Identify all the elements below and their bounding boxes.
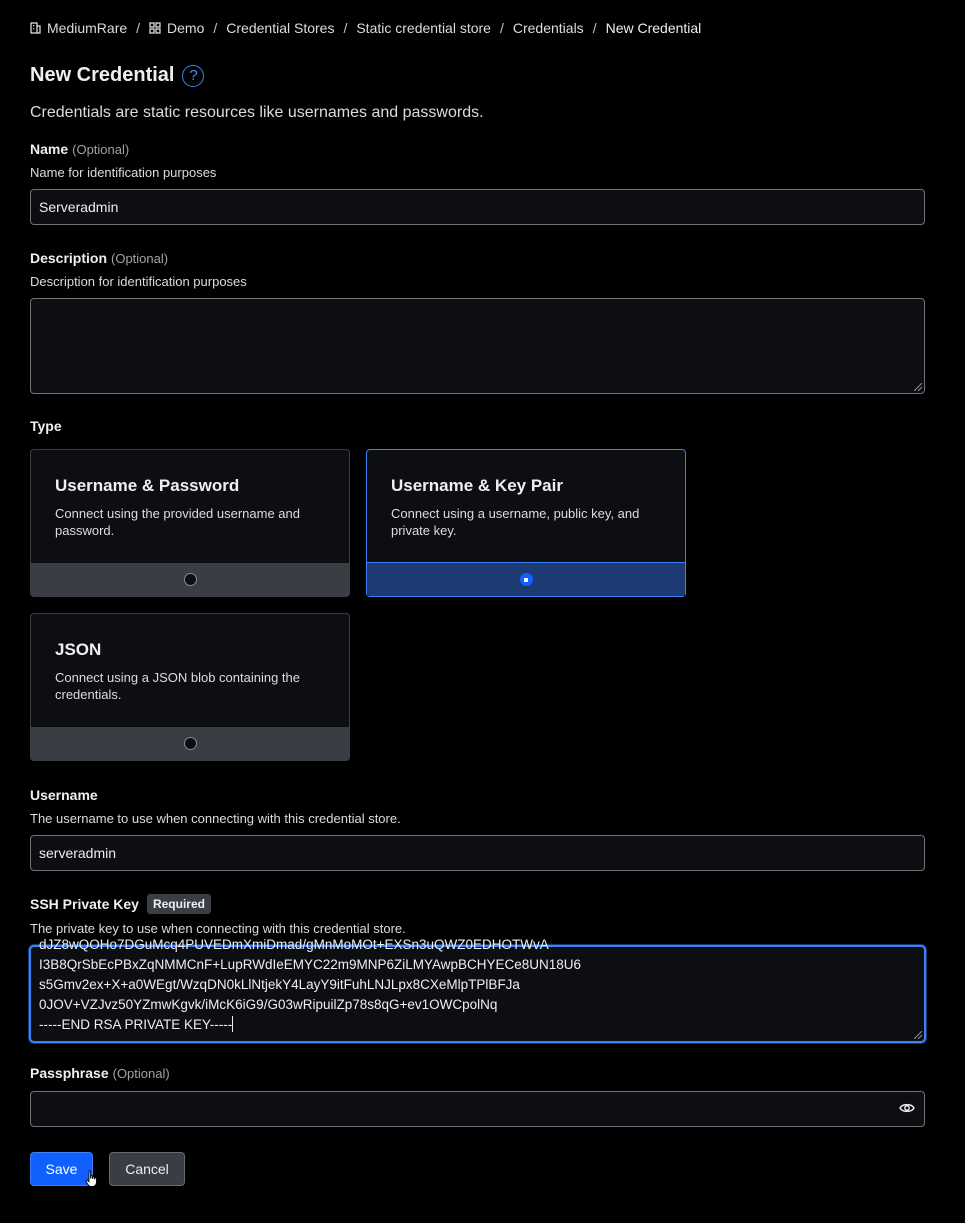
breadcrumb-separator: /: [592, 20, 597, 36]
text-caret: [232, 1016, 233, 1032]
breadcrumb-separator: /: [343, 20, 348, 36]
title-row: [30, 64, 204, 87]
help-icon[interactable]: ?: [182, 65, 204, 87]
type-card-username-key-pair[interactable]: [366, 449, 686, 597]
type-card-description: Connect using a username, public key, and private key.: [391, 506, 640, 538]
ssh-key-label-text: SSH Private Key: [30, 896, 139, 912]
username-input[interactable]: serveradmin: [30, 835, 925, 871]
type-card-footer[interactable]: [367, 562, 685, 596]
description-label: [30, 250, 925, 266]
breadcrumb-org[interactable]: [30, 20, 127, 36]
building-icon: [30, 22, 41, 34]
hand-cursor-icon: [85, 1170, 99, 1188]
breadcrumb-separator: /: [136, 20, 141, 36]
ssh-key-line: 0JOV+VZJvz50YZmwKgvk/iMcK6iG9/G03wRipuilZp78s8qG+ev1OWCpolNq: [39, 997, 498, 1012]
ssh-key-line: s5Gmv2ex+X+a0WEgt/WzqDN0kLlNtjekY4LayY9itFuhLNJLpx8CXeMlpTPlBFJa: [39, 977, 520, 992]
breadcrumb-credential-stores[interactable]: Credential Stores: [226, 20, 335, 36]
ssh-key-line: dJZ8wQOHo7DGuMcq4PUVEDmXmiDmad/gMnMoMOt+EXSn3uQWZ0EDHOTWvA: [39, 937, 549, 952]
breadcrumb: [30, 20, 701, 36]
page-description: Credentials are static resources like usernames and passwords.: [30, 104, 484, 121]
type-card-username-password[interactable]: [30, 449, 350, 597]
type-card-title: Username & Password: [55, 476, 240, 495]
type-card-json[interactable]: [30, 613, 350, 761]
ssh-key-line: I3B8QrSbEcPBxZqNMMCnF+LupRWdIeEMYC22m9MNP6ZiLMYAwpBCHYECe8UN18U6: [39, 957, 582, 972]
type-card-description: Connect using the provided username and password.: [55, 506, 300, 538]
ssh-key-line: -----END RSA PRIVATE KEY-----: [39, 1017, 233, 1032]
breadcrumb-credentials[interactable]: Credentials: [512, 20, 584, 36]
description-field-group: [30, 250, 925, 394]
credential-form-page: [30, 0, 925, 1177]
breadcrumb-project-label: Demo: [167, 20, 205, 36]
description-optional-tag: (Optional): [111, 250, 169, 266]
eye-icon[interactable]: [899, 1101, 915, 1119]
name-input[interactable]: Serveradmin: [30, 189, 925, 225]
type-card-description: Connect using a JSON blob containing the credentials.: [55, 670, 300, 702]
breadcrumb-org-label: MediumRare: [47, 20, 128, 36]
passphrase-optional-tag: (Optional): [112, 1065, 170, 1081]
description-helper: Description for identification purposes: [30, 274, 247, 289]
passphrase-label-text: Passphrase: [30, 1065, 109, 1081]
breadcrumb-project[interactable]: [149, 20, 204, 36]
name-field-group: [30, 141, 925, 225]
breadcrumb-static-store[interactable]: Static credential store: [356, 20, 491, 36]
ssh-key-content: [39, 935, 581, 1035]
username-label: Username: [30, 787, 98, 803]
passphrase-input[interactable]: [30, 1091, 925, 1127]
breadcrumb-separator: /: [213, 20, 218, 36]
ssh-key-helper: The private key to use when connecting with this credential store.: [30, 921, 406, 936]
type-radio-username-key-pair[interactable]: [520, 573, 533, 586]
type-card-footer[interactable]: [31, 563, 349, 596]
passphrase-field-group: [30, 1065, 925, 1127]
ssh-key-label: [30, 894, 925, 914]
type-card-title: Username & Key Pair: [391, 476, 563, 495]
username-helper: The username to use when connecting with this credential store.: [30, 811, 401, 826]
passphrase-label: [30, 1065, 925, 1081]
name-label-text: Name: [30, 141, 69, 157]
save-button[interactable]: Save: [30, 1152, 93, 1186]
name-optional-tag: (Optional): [72, 141, 130, 157]
page-title: New Credential: [30, 64, 175, 86]
type-radio-json[interactable]: [184, 737, 197, 750]
type-card-title: JSON: [55, 640, 102, 659]
resize-grip-icon[interactable]: [914, 383, 922, 391]
name-label: [30, 141, 925, 157]
description-textarea[interactable]: [30, 298, 925, 394]
grid-icon: [149, 22, 161, 34]
cancel-button[interactable]: Cancel: [109, 1152, 185, 1186]
type-card-footer[interactable]: [31, 727, 349, 760]
username-field-group: [30, 787, 925, 871]
ssh-key-textarea[interactable]: [29, 937, 926, 1043]
breadcrumb-current: New Credential: [605, 20, 702, 36]
ssh-key-field-group: [30, 894, 925, 1043]
resize-grip-icon[interactable]: [914, 1031, 922, 1039]
required-badge: Required: [147, 894, 211, 914]
type-label: Type: [30, 418, 62, 434]
description-label-text: Description: [30, 250, 108, 266]
breadcrumb-separator: /: [499, 20, 504, 36]
name-helper: Name for identification purposes: [30, 165, 217, 180]
type-radio-username-password[interactable]: [184, 573, 197, 586]
